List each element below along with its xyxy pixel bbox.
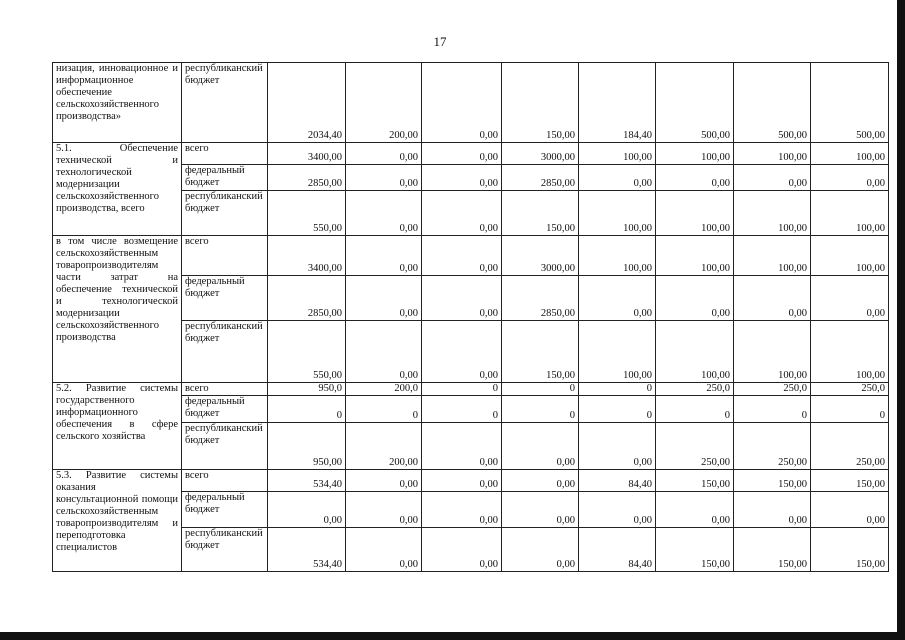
measure-description: в том числе возмещение сельскохозяйственным товаропроизводителям части затрат на обеспечение технической и технологической модернизации сельскохозяйственного производства — [53, 236, 182, 383]
page-edge-right — [897, 0, 905, 640]
amount-cell: 0,00 — [422, 236, 502, 276]
amount-cell: 0,00 — [502, 528, 579, 572]
amount-cell: 3000,00 — [502, 143, 579, 165]
amount-cell: 950,00 — [268, 423, 346, 470]
page-edge-bottom — [0, 632, 905, 640]
funding-source: федеральный бюджет — [182, 492, 268, 528]
amount-cell: 100,00 — [811, 191, 889, 236]
measure-description: низация, инновационное и информационное обеспечение сельскохозяйственного производства» — [53, 63, 182, 143]
amount-cell: 0,00 — [502, 492, 579, 528]
amount-cell: 150,00 — [811, 528, 889, 572]
amount-cell: 0,00 — [346, 143, 422, 165]
amount-cell: 0,00 — [422, 276, 502, 321]
amount-cell: 0,00 — [422, 321, 502, 383]
table-row — [53, 236, 889, 276]
amount-cell: 0,00 — [422, 63, 502, 143]
amount-cell: 2850,00 — [268, 276, 346, 321]
amount-cell: 200,00 — [346, 423, 422, 470]
funding-source: всего — [182, 143, 268, 165]
amount-cell: 100,00 — [579, 236, 656, 276]
amount-cell: 100,00 — [734, 191, 811, 236]
amount-cell: 100,00 — [656, 236, 734, 276]
funding-source: федеральный бюджет — [182, 276, 268, 321]
amount-cell: 0,00 — [579, 492, 656, 528]
table-row — [53, 383, 889, 396]
amount-cell: 0 — [656, 396, 734, 423]
amount-cell: 100,00 — [811, 236, 889, 276]
amount-cell: 0,00 — [422, 165, 502, 191]
amount-cell: 0 — [579, 383, 656, 396]
amount-cell: 100,00 — [811, 321, 889, 383]
amount-cell: 0,00 — [579, 276, 656, 321]
funding-source: республиканский бюджет — [182, 63, 268, 143]
amount-cell: 100,00 — [811, 143, 889, 165]
amount-cell: 150,00 — [502, 321, 579, 383]
amount-cell: 950,0 — [268, 383, 346, 396]
amount-cell: 250,0 — [811, 383, 889, 396]
funding-source: республиканский бюджет — [182, 321, 268, 383]
amount-cell: 534,40 — [268, 470, 346, 492]
amount-cell: 0,00 — [346, 276, 422, 321]
measure-description: 5.2. Развитие системы государственного информационного обеспечения в сфере сельского хозяйства — [53, 383, 182, 470]
amount-cell: 0 — [734, 396, 811, 423]
amount-cell: 0,00 — [656, 276, 734, 321]
amount-cell: 2850,00 — [502, 276, 579, 321]
funding-source: всего — [182, 236, 268, 276]
amount-cell: 0,00 — [346, 528, 422, 572]
amount-cell: 3400,00 — [268, 143, 346, 165]
amount-cell: 534,40 — [268, 528, 346, 572]
amount-cell: 0 — [502, 383, 579, 396]
amount-cell: 100,00 — [656, 191, 734, 236]
funding-source: республиканский бюджет — [182, 528, 268, 572]
amount-cell: 500,00 — [811, 63, 889, 143]
amount-cell: 0,00 — [268, 492, 346, 528]
amount-cell: 250,00 — [734, 423, 811, 470]
amount-cell: 250,00 — [656, 423, 734, 470]
table-row — [53, 470, 889, 492]
amount-cell: 150,00 — [734, 470, 811, 492]
amount-cell: 500,00 — [734, 63, 811, 143]
amount-cell: 150,00 — [502, 191, 579, 236]
amount-cell: 0,00 — [346, 191, 422, 236]
amount-cell: 150,00 — [502, 63, 579, 143]
amount-cell: 2034,40 — [268, 63, 346, 143]
amount-cell: 0,00 — [422, 528, 502, 572]
amount-cell: 550,00 — [268, 321, 346, 383]
amount-cell: 250,0 — [656, 383, 734, 396]
amount-cell: 0,00 — [656, 492, 734, 528]
amount-cell: 550,00 — [268, 191, 346, 236]
amount-cell: 150,00 — [656, 470, 734, 492]
measure-description: 5.1. Обеспечение технической и технологической модернизации сельскохозяйственного производства, всего — [53, 143, 182, 236]
amount-cell: 0,00 — [502, 470, 579, 492]
amount-cell: 2850,00 — [268, 165, 346, 191]
amount-cell: 0 — [811, 396, 889, 423]
amount-cell: 100,00 — [579, 143, 656, 165]
amount-cell: 150,00 — [734, 528, 811, 572]
amount-cell: 0,00 — [734, 165, 811, 191]
funding-source: федеральный бюджет — [182, 165, 268, 191]
amount-cell: 100,00 — [656, 143, 734, 165]
amount-cell: 0 — [422, 383, 502, 396]
amount-cell: 150,00 — [656, 528, 734, 572]
amount-cell: 3400,00 — [268, 236, 346, 276]
amount-cell: 0,00 — [656, 165, 734, 191]
amount-cell: 0 — [579, 396, 656, 423]
page-number: 17 — [433, 34, 447, 49]
amount-cell: 150,00 — [811, 470, 889, 492]
amount-cell: 0,00 — [811, 276, 889, 321]
amount-cell: 0 — [502, 396, 579, 423]
amount-cell: 0,00 — [422, 423, 502, 470]
amount-cell: 0,00 — [734, 492, 811, 528]
amount-cell: 0,00 — [346, 165, 422, 191]
amount-cell: 3000,00 — [502, 236, 579, 276]
amount-cell: 200,0 — [346, 383, 422, 396]
amount-cell: 0,00 — [346, 321, 422, 383]
amount-cell: 100,00 — [734, 236, 811, 276]
amount-cell: 0,00 — [579, 165, 656, 191]
amount-cell: 84,40 — [579, 470, 656, 492]
funding-source: всего — [182, 470, 268, 492]
amount-cell: 0,00 — [811, 492, 889, 528]
amount-cell: 0,00 — [346, 236, 422, 276]
measure-description: 5.3. Развитие системы оказания консультационной помощи сельскохозяйственным товаропроизводителям и переподготовка специалистов — [53, 470, 182, 572]
funding-source: республиканский бюджет — [182, 423, 268, 470]
amount-cell: 2850,00 — [502, 165, 579, 191]
amount-cell: 0,00 — [502, 423, 579, 470]
amount-cell: 84,40 — [579, 528, 656, 572]
table-row — [53, 63, 889, 143]
table-row — [53, 143, 889, 165]
amount-cell: 250,00 — [811, 423, 889, 470]
amount-cell: 100,00 — [656, 321, 734, 383]
amount-cell: 100,00 — [734, 143, 811, 165]
budget-table — [52, 62, 889, 572]
amount-cell: 250,0 — [734, 383, 811, 396]
amount-cell: 100,00 — [734, 321, 811, 383]
amount-cell: 0 — [422, 396, 502, 423]
amount-cell: 500,00 — [656, 63, 734, 143]
amount-cell: 0,00 — [422, 143, 502, 165]
funding-source: всего — [182, 383, 268, 396]
funding-source: республиканский бюджет — [182, 191, 268, 236]
funding-source: федеральный бюджет — [182, 396, 268, 423]
amount-cell: 0,00 — [811, 165, 889, 191]
amount-cell: 0,00 — [346, 492, 422, 528]
amount-cell: 100,00 — [579, 321, 656, 383]
amount-cell: 184,40 — [579, 63, 656, 143]
amount-cell: 0 — [346, 396, 422, 423]
amount-cell: 0,00 — [422, 470, 502, 492]
amount-cell: 100,00 — [579, 191, 656, 236]
amount-cell: 0,00 — [422, 492, 502, 528]
amount-cell: 0,00 — [422, 191, 502, 236]
amount-cell: 0,00 — [346, 470, 422, 492]
amount-cell: 0 — [268, 396, 346, 423]
amount-cell: 0,00 — [579, 423, 656, 470]
amount-cell: 200,00 — [346, 63, 422, 143]
amount-cell: 0,00 — [734, 276, 811, 321]
